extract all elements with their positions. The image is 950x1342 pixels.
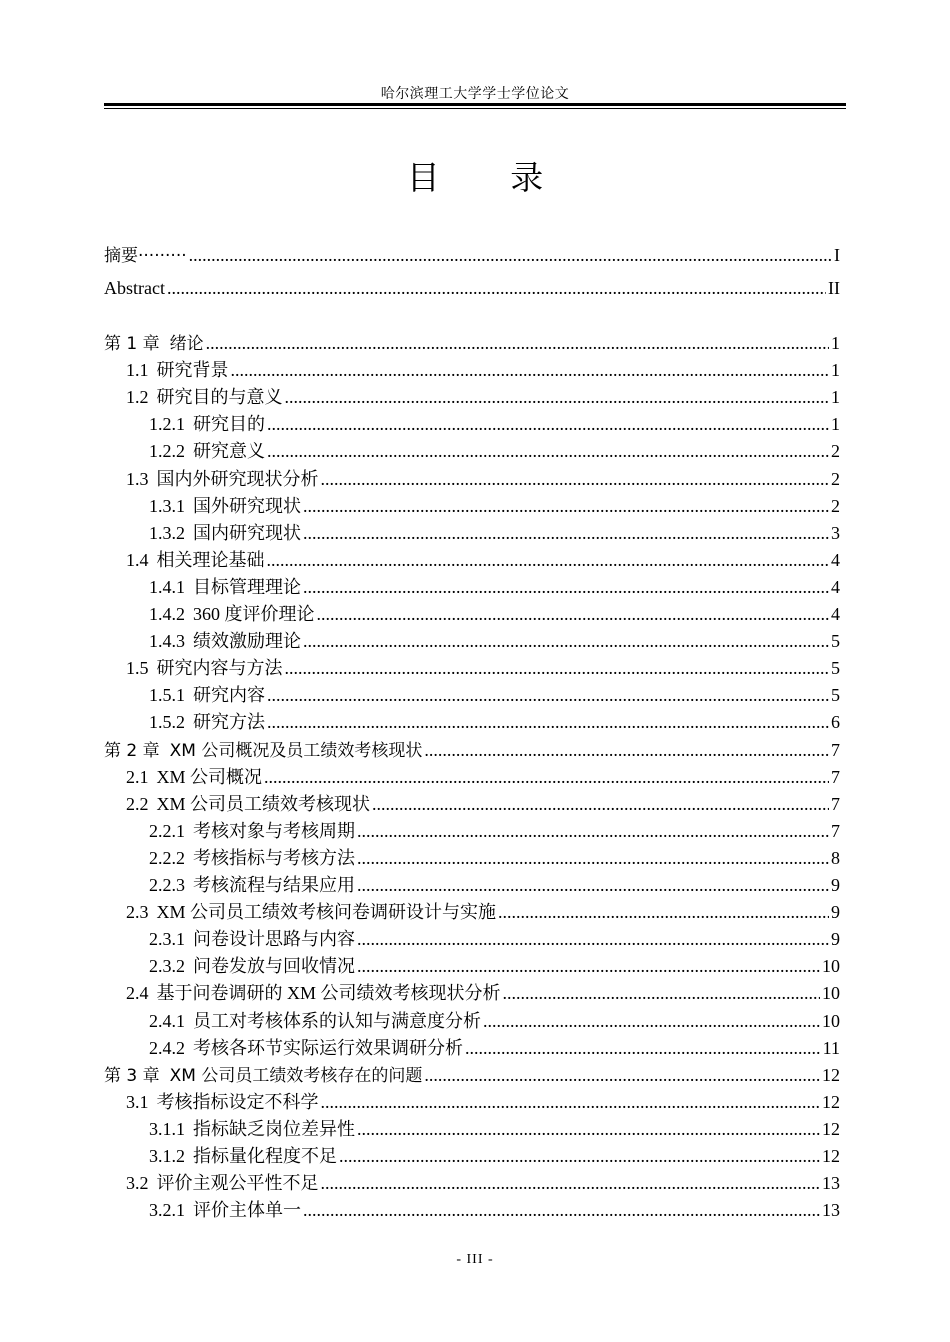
toc-entry-page: 10 [822, 983, 840, 1004]
leader-dots [357, 1116, 820, 1142]
leader-dots [498, 899, 829, 925]
toc-entry-label: 360 度评价理论 [193, 604, 315, 624]
toc-entry[interactable] [104, 330, 840, 356]
toc-entry-label: 研究目的与意义 [156, 387, 283, 408]
toc-entry-number: 2.3 [126, 902, 149, 923]
toc-entry-number: 1.2.2 [149, 441, 185, 462]
toc-entry-label: 考核流程与结果应用 [193, 875, 355, 895]
toc-entry[interactable] [104, 764, 840, 790]
toc-entry-number: 1.4 [126, 549, 149, 570]
leader-dots [267, 547, 830, 573]
leader-dots [189, 242, 832, 268]
toc-entry-page: 1 [831, 333, 840, 353]
leader-dots [285, 384, 830, 410]
toc-entry-number: 3.1.1 [149, 1118, 185, 1139]
toc-entry-page: I [834, 245, 840, 265]
toc-entry-page: 12 [822, 1091, 840, 1112]
toc-entry-label: 基于问卷调研的 XM 公司绩效考核现状分析 [156, 983, 501, 1004]
toc-entry[interactable] [104, 818, 840, 844]
toc-entry[interactable] [104, 1170, 840, 1196]
toc-entry[interactable] [104, 1116, 840, 1142]
toc-entry-label: 问卷发放与回收情况 [193, 956, 355, 977]
toc-entry-page: II [828, 278, 840, 298]
toc-entry-page: 4 [831, 604, 840, 624]
toc-entry-page: 1 [831, 414, 840, 435]
toc-entry-number: 2.4.1 [149, 1010, 185, 1031]
leader-dots [321, 466, 830, 492]
leader-dots [267, 411, 829, 437]
toc-entry-page: 13 [822, 1173, 840, 1194]
toc-entry-label: 国内研究现状 [193, 522, 301, 543]
leader-dots [357, 953, 820, 979]
toc-entry-page: 8 [831, 847, 840, 868]
toc-entry[interactable] [104, 953, 840, 979]
toc-entry-abstract-cn[interactable] [104, 242, 840, 268]
toc-entry-number: 1.5.2 [149, 712, 185, 733]
toc-entry-label: XM 公司员工绩效考核存在的问题 [169, 1065, 423, 1086]
toc-entry-number: 1.5.1 [149, 685, 185, 706]
toc-entry-number: 1.4.3 [149, 631, 185, 652]
leader-dots [303, 574, 829, 600]
toc-entry[interactable] [104, 438, 840, 464]
leader-dots [321, 1170, 821, 1196]
toc-entry-page: 10 [822, 1010, 840, 1031]
toc-entry-label: 问卷设计思路与内容 [193, 929, 355, 950]
toc-entry-number: 3.2 [126, 1173, 149, 1194]
leader-dots [285, 655, 830, 681]
leader-dots [424, 737, 829, 763]
header-rule-thick [104, 103, 846, 106]
leader-dots [321, 1089, 821, 1115]
toc-entry-label: 指标缺乏岗位差异性 [193, 1118, 355, 1139]
toc-entry[interactable] [104, 1008, 840, 1034]
toc-entry-page: 13 [822, 1200, 840, 1221]
toc-entry-number: 1.2.1 [149, 414, 185, 435]
toc-entry[interactable] [104, 980, 840, 1006]
toc-entry-page: 11 [822, 1037, 840, 1058]
toc-entry-page: 7 [831, 820, 840, 841]
toc-entry-label: XM 公司概况及员工绩效考核现状 [169, 740, 423, 761]
toc-entry-number: 1.3.2 [149, 522, 185, 543]
toc-entry-label: 考核指标设定不科学 [156, 1091, 319, 1112]
leader-dots [357, 845, 829, 871]
toc-entry-label: XM 公司概况 [156, 766, 263, 787]
leader-dots [206, 330, 829, 356]
toc-entry-page: 1 [831, 387, 840, 408]
toc-entry-number: 3.1.2 [149, 1146, 185, 1166]
toc-entry-number: 2.2.2 [149, 847, 185, 868]
toc-entry-label: 员工对考核体系的认知与满意度分析 [193, 1010, 481, 1031]
toc-entry-page: 7 [831, 793, 840, 814]
toc-entry-abstract-en[interactable] [104, 275, 840, 301]
toc-entry[interactable] [104, 682, 840, 708]
toc-entry-label: 考核对象与考核周期 [193, 820, 355, 841]
toc-entry-page: 12 [822, 1146, 840, 1166]
leader-dots [231, 357, 830, 383]
toc-entry[interactable] [104, 926, 840, 952]
toc-entry-label: 相关理论基础 [156, 549, 265, 570]
leader-dots [339, 1143, 820, 1169]
toc-entry-number: 1.2 [126, 387, 149, 408]
toc-entry-number: 第 2 章 [104, 740, 160, 761]
toc-entry-label: Abstract [104, 278, 165, 298]
toc-entry[interactable] [104, 493, 840, 519]
toc-entry-number: 3.2.1 [149, 1200, 185, 1221]
toc-entry-page: 4 [831, 576, 840, 597]
toc-entry-label: 研究目的 [193, 414, 265, 435]
toc-entry[interactable] [104, 574, 840, 600]
toc-entry[interactable] [104, 411, 840, 437]
toc-entry-number: 1.3.1 [149, 495, 185, 516]
toc-entry-label: 指标量化程度不足 [193, 1146, 337, 1166]
leader-dots [303, 628, 829, 654]
leader-dots [264, 764, 829, 790]
toc-entry-number: 2.3.2 [149, 956, 185, 977]
toc-entry-number: 1.3 [126, 468, 149, 489]
toc-entry[interactable] [104, 1197, 840, 1223]
running-header: 哈尔滨理工大学学士学位论文 [380, 87, 570, 102]
toc-entry[interactable] [104, 1062, 840, 1088]
toc-entry-page: 9 [831, 875, 840, 895]
page-title: 目 录 [406, 158, 574, 197]
toc-entry-page: 9 [831, 902, 840, 923]
toc-entry-label: 研究内容 [193, 685, 265, 706]
toc-entry[interactable] [104, 520, 840, 546]
toc-entry-number: 1.4.1 [149, 576, 185, 597]
leader-dots [267, 709, 829, 735]
toc-entry[interactable] [104, 357, 840, 383]
toc-entry[interactable] [104, 655, 840, 681]
toc-entry-page: 12 [822, 1064, 840, 1085]
leader-dots [465, 1035, 821, 1061]
leader-dots [267, 438, 829, 464]
toc-entry[interactable] [104, 547, 840, 573]
toc-entry-page: 5 [831, 631, 840, 652]
toc-entry-label: XM 公司员工绩效考核问卷调研设计与实施 [156, 902, 497, 923]
leader-dots [357, 872, 829, 898]
toc-entry-number: 2.4 [126, 983, 149, 1004]
toc-entry-page: 2 [831, 495, 840, 516]
toc-entry[interactable] [104, 1035, 840, 1061]
leader-dots [357, 926, 829, 952]
toc-entry-number: 2.2.1 [149, 820, 185, 841]
toc-entry-number: 1.1 [126, 360, 149, 381]
toc-entry-number: 2.4.2 [149, 1037, 185, 1058]
leader-dots [167, 275, 826, 301]
toc-entry[interactable] [104, 737, 840, 763]
toc-entry-label: 绪论 [169, 334, 204, 354]
toc-entry-number: 2.1 [126, 766, 149, 787]
toc-entry-page: 2 [831, 441, 840, 462]
toc-entry[interactable] [104, 1089, 840, 1115]
toc-entry-number: 第 3 章 [104, 1065, 160, 1086]
toc-entry-number: 1.5 [126, 658, 149, 679]
toc-entry-page: 6 [831, 712, 840, 733]
toc-entry-label: 考核各环节实际运行效果调研分析 [193, 1037, 463, 1058]
toc-entry[interactable] [104, 628, 840, 654]
toc-entry[interactable] [104, 466, 840, 492]
leader-dots [303, 1197, 820, 1223]
toc-entry-page: 12 [822, 1118, 840, 1139]
toc-entry-number: 第 1 章 [104, 334, 160, 354]
leader-dots [303, 493, 829, 519]
toc-entry-label: 研究方法 [193, 712, 265, 733]
toc-entry[interactable] [104, 709, 840, 735]
toc-entry-page: 5 [831, 685, 840, 706]
toc-entry-page: 7 [831, 739, 840, 760]
toc-entry-number: 1.4.2 [149, 604, 185, 624]
page-number: - III - [456, 1252, 494, 1267]
toc-entry-page: 9 [831, 929, 840, 950]
leader-dots [503, 980, 820, 1006]
toc-entry-number: 2.2.3 [149, 875, 185, 895]
toc-entry[interactable] [104, 899, 840, 925]
toc-entry[interactable] [104, 845, 840, 871]
toc-entry[interactable] [104, 384, 840, 410]
toc-entry-label: 国内外研究现状分析 [156, 468, 319, 489]
leader-dots [317, 601, 830, 627]
toc-entry-number: 2.3.1 [149, 929, 185, 950]
toc-entry-page: 5 [831, 658, 840, 679]
toc-entry-label: XM 公司员工绩效考核现状 [156, 793, 371, 814]
toc-entry-page: 4 [831, 549, 840, 570]
header-rule-thin [104, 108, 846, 109]
toc-entry-page: 10 [822, 956, 840, 977]
toc-entry-number: 2.2 [126, 793, 149, 814]
toc-entry-label: 研究内容与方法 [156, 658, 283, 679]
toc-entry-label: 考核指标与考核方法 [193, 847, 355, 868]
leader-dots [483, 1008, 820, 1034]
leader-dots [372, 791, 829, 817]
toc-entry[interactable] [104, 872, 840, 898]
leader-dots [267, 682, 829, 708]
toc-entry-label: 研究背景 [156, 360, 229, 381]
toc-entry-label: 绩效激励理论 [193, 631, 301, 652]
toc-entry-label: 国外研究现状 [193, 495, 301, 516]
toc-entry-page: 7 [831, 766, 840, 787]
toc-entry-label: 评价主体单一 [193, 1200, 301, 1221]
toc-entry-label: 目标管理理论 [193, 576, 301, 597]
leader-dots [357, 818, 829, 844]
toc-entry-label: 摘要········· [104, 246, 187, 266]
leader-dots [303, 520, 829, 546]
toc-entry[interactable] [104, 601, 840, 627]
toc-entry[interactable] [104, 1143, 840, 1169]
leader-dots [424, 1062, 820, 1088]
toc-entry-label: 评价主观公平性不足 [156, 1173, 319, 1194]
toc-entry-page: 1 [831, 360, 840, 381]
toc-entry-page: 2 [831, 468, 840, 489]
toc-entry-number: 3.1 [126, 1091, 149, 1112]
toc-entry[interactable] [104, 791, 840, 817]
toc-entry-label: 研究意义 [193, 441, 265, 462]
toc-entry-page: 3 [831, 522, 840, 543]
